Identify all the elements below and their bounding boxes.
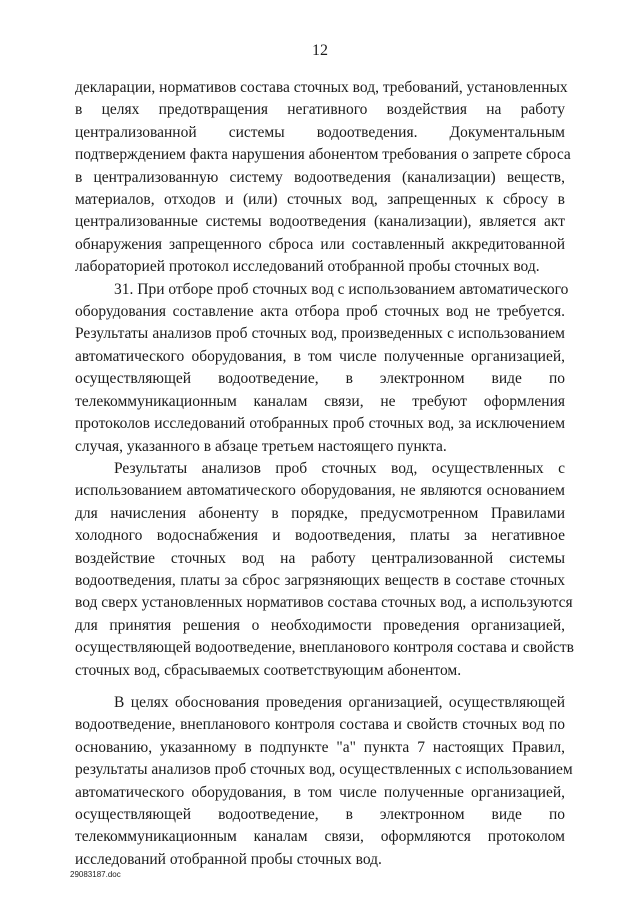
text-line: материалов, отходов и (или) сточных вод, запрещенных к сбросу в (75, 191, 565, 209)
text-line: осуществляющей водоотведение, в электронном виде по (75, 806, 565, 823)
text-line: вод сверх установленных нормативов состава сточных вод, а используются (75, 594, 573, 612)
text-line: централизованные системы водоотведения (канализации), является акт (75, 213, 565, 231)
text-line: для принятия решения о необходимости проведения организацией, (75, 616, 565, 634)
text-line: централизованной системы водоотведения. Документальным (75, 123, 565, 141)
text-line: протоколов исследований отобранных проб сточных вод, за исключением (75, 415, 565, 433)
text-line: в централизованную систему водоотведения (канализации) веществ, (75, 168, 565, 186)
text-line: автоматического оборудования, в том числе полученные организацией, (75, 783, 565, 801)
text-line: водоотведения, платы за сброс загрязняющих веществ в составе сточных (75, 571, 565, 589)
text-line: 31. При отборе проб сточных вод с использованием автоматического (114, 280, 569, 298)
text-line: осуществляющей водоотведение, внепланового контроля состава и свойств (75, 639, 574, 657)
document-file-code: 29083187.doc (70, 870, 121, 879)
text-line: оборудования составление акта отбора проб сточных вод не требуется. (75, 303, 565, 321)
text-line: водоотведение, внепланового контроля состава и свойств сточных вод по (75, 716, 565, 734)
paragraph-justification (75, 692, 573, 871)
text-line: Результаты анализов проб сточных вод, осуществленных с (114, 459, 565, 477)
text-line: случая, указанного в абзаце третьем настоящего пункта. (75, 437, 447, 455)
text-line: телекоммуникационным каналам связи, оформляются протоколом (75, 828, 565, 846)
text-line: основанию, указанному в подпункте "а" пункта 7 настоящих Правил, (75, 738, 565, 756)
text-line: обнаружения запрещенного сброса или составленный аккредитованной (75, 235, 565, 253)
page-number: 12 (312, 42, 328, 59)
text-line: телекоммуникационным каналам связи, не требуют оформления (75, 392, 565, 410)
text-line: использованием автоматического оборудования, не являются основанием (75, 482, 565, 500)
document-body (75, 77, 574, 871)
text-line: Результаты анализов проб сточных вод, произведенных с использованием (75, 325, 565, 343)
paragraph-gap (75, 682, 565, 692)
text-line: в целях предотвращения негативного воздействия на работу (75, 101, 565, 119)
text-line: лабораторией протокол исследований отобранной пробы сточных вод. (75, 258, 540, 276)
text-line: автоматического оборудования, в том числе полученные организацией, (75, 347, 565, 365)
text-line: В целях обоснования проведения организацией, осуществляющей (114, 693, 565, 711)
text-line: исследований отобранной пробы сточных вод. (75, 850, 382, 868)
text-line: для начисления абоненту в порядке, предусмотренном Правилами (75, 504, 565, 522)
paragraph-item-31 (75, 279, 569, 458)
text-line: воздействие сточных вод на работу централизованной системы (75, 549, 565, 567)
text-line: сточных вод, сбрасываемых соответствующим абонентом. (75, 661, 462, 679)
paragraph-results-not-basis (75, 458, 574, 682)
text-line: подтверждением факта нарушения абонентом требования о запрете сброса (75, 146, 571, 164)
text-line: осуществляющей водоотведение, в электронном виде по (75, 370, 565, 388)
text-line: результаты анализов проб сточных вод, осуществленных с использованием (75, 761, 573, 779)
text-line: холодного водоснабжения и водоотведения, платы за негативное (75, 527, 565, 545)
paragraph-continuation (75, 77, 571, 279)
text-line: декларации, нормативов состава сточных вод, требований, установленных (75, 79, 568, 96)
